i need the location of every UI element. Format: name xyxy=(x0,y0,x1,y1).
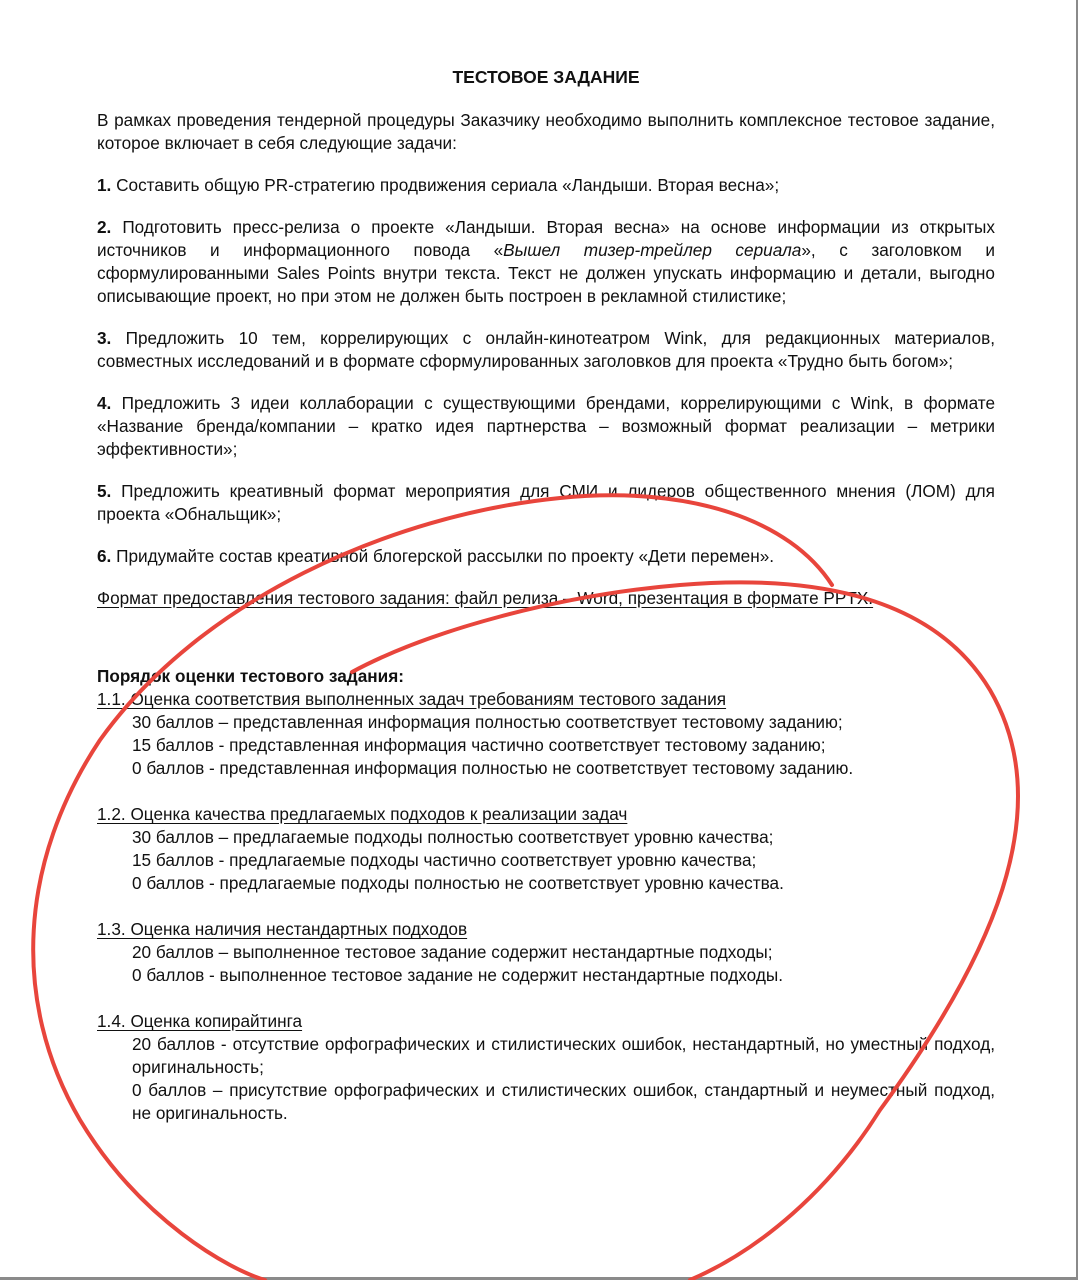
document-body xyxy=(97,66,995,1125)
task-item-4 xyxy=(97,392,995,461)
criteria-line: 15 баллов - предлагаемые подходы частично соответствует уровню качества; xyxy=(132,850,757,870)
task-number: 6. xyxy=(97,546,112,566)
task-number: 3. xyxy=(97,328,112,348)
criteria-line: 20 баллов - отсутствие орфографических и стилистических ошибок, нестандартный, но уместный подход, оригинальность; xyxy=(132,1034,995,1077)
criteria-heading: 1.1. Оценка соответствия выполненных задач требованиям тестового задания xyxy=(97,689,727,709)
task-item-1 xyxy=(97,174,995,197)
criteria-line: 20 баллов – выполненное тестовое задание содержит нестандартные подходы; xyxy=(132,942,773,962)
criteria-line: 0 баллов - представленная информация полностью не соответствует тестовому заданию. xyxy=(132,758,854,778)
task-item-5 xyxy=(97,480,995,526)
task-text-italic: Вышел тизер-трейлер сериала xyxy=(503,240,802,260)
task-number: 5. xyxy=(97,481,112,501)
criteria-line: 0 баллов - предлагаемые подходы полностью не соответствует уровню качества. xyxy=(132,873,784,893)
criteria-line: 0 баллов - выполненное тестовое задание не содержит нестандартные подходы. xyxy=(132,965,783,985)
intro-paragraph: В рамках проведения тендерной процедуры Заказчику необходимо выполнить комплексное тестовое задание, которое включает в себя следующие задачи: xyxy=(97,110,995,153)
criteria-heading: 1.3. Оценка наличия нестандартных подходов xyxy=(97,919,468,939)
task-text: Предложить 10 тем, коррелирующих с онлайн-кинотеатром Wink, для редакционных материалов, совместных исследований и в формате сформулированных заголовков для проекта «Трудно быть богом»; xyxy=(97,328,995,371)
criteria-section-1 xyxy=(97,688,995,780)
task-number: 1. xyxy=(97,175,112,195)
task-item-6 xyxy=(97,545,995,568)
task-text: Предложить креативный формат мероприятия для СМИ и лидеров общественного мнения (ЛОМ) для проекта «Обнальщик»; xyxy=(97,481,995,524)
task-number: 4. xyxy=(97,393,112,413)
task-text: », с заголовком и сформулированными Sales Points внутри текста. Текст не должен упускать информацию и детали, выгодно описывающие проект, но при этом не должен быть построен в рекламной стилистике; xyxy=(97,240,996,306)
task-text: Предложить 3 идеи коллаборации с существующими брендами, коррелирующими с Wink, в формате «Название бренда/компании – кратко идея партнерства – возможный формат реализации – метрики эффективности»; xyxy=(97,393,995,459)
task-text: Подготовить пресс-релиза о проекте «Ландыши. Вторая весна» на основе информации из открытых источников и информационного повода « xyxy=(97,217,995,260)
criteria-line: 30 баллов – представленная информация полностью соответствует тестовому заданию; xyxy=(132,712,843,732)
task-text: Составить общую PR-стратегию продвижения сериала «Ландыши. Вторая весна»; xyxy=(111,175,780,195)
criteria-heading: 1.4. Оценка копирайтинга xyxy=(97,1011,303,1031)
criteria-line: 15 баллов - представленная информация частично соответствует тестовому заданию; xyxy=(132,735,826,755)
task-item-2 xyxy=(97,216,995,308)
criteria-title: Порядок оценки тестового задания: xyxy=(97,666,404,686)
criteria-line: 0 баллов – присутствие орфографических и стилистических ошибок, стандартный и неуместный подход, не оригинальность. xyxy=(132,1080,995,1123)
criteria-line: 30 баллов – предлагаемые подходы полностью соответствует уровню качества; xyxy=(132,827,774,847)
criteria-section-3 xyxy=(97,918,995,987)
criteria-heading: 1.2. Оценка качества предлагаемых подходов к реализации задач xyxy=(97,804,628,824)
task-text: Придумайте состав креативной блогерской рассылки по проекту «Дети перемен». xyxy=(111,546,775,566)
criteria-section-4 xyxy=(97,1010,995,1125)
task-number: 2. xyxy=(97,217,112,237)
task-item-3 xyxy=(97,327,995,373)
document-title: ТЕСТОВОЕ ЗАДАНИЕ xyxy=(452,67,640,87)
format-note: Формат предоставления тестового задания: файл релиза – Word, презентация в формате PPTX. xyxy=(97,588,874,608)
criteria-section-2 xyxy=(97,803,995,895)
